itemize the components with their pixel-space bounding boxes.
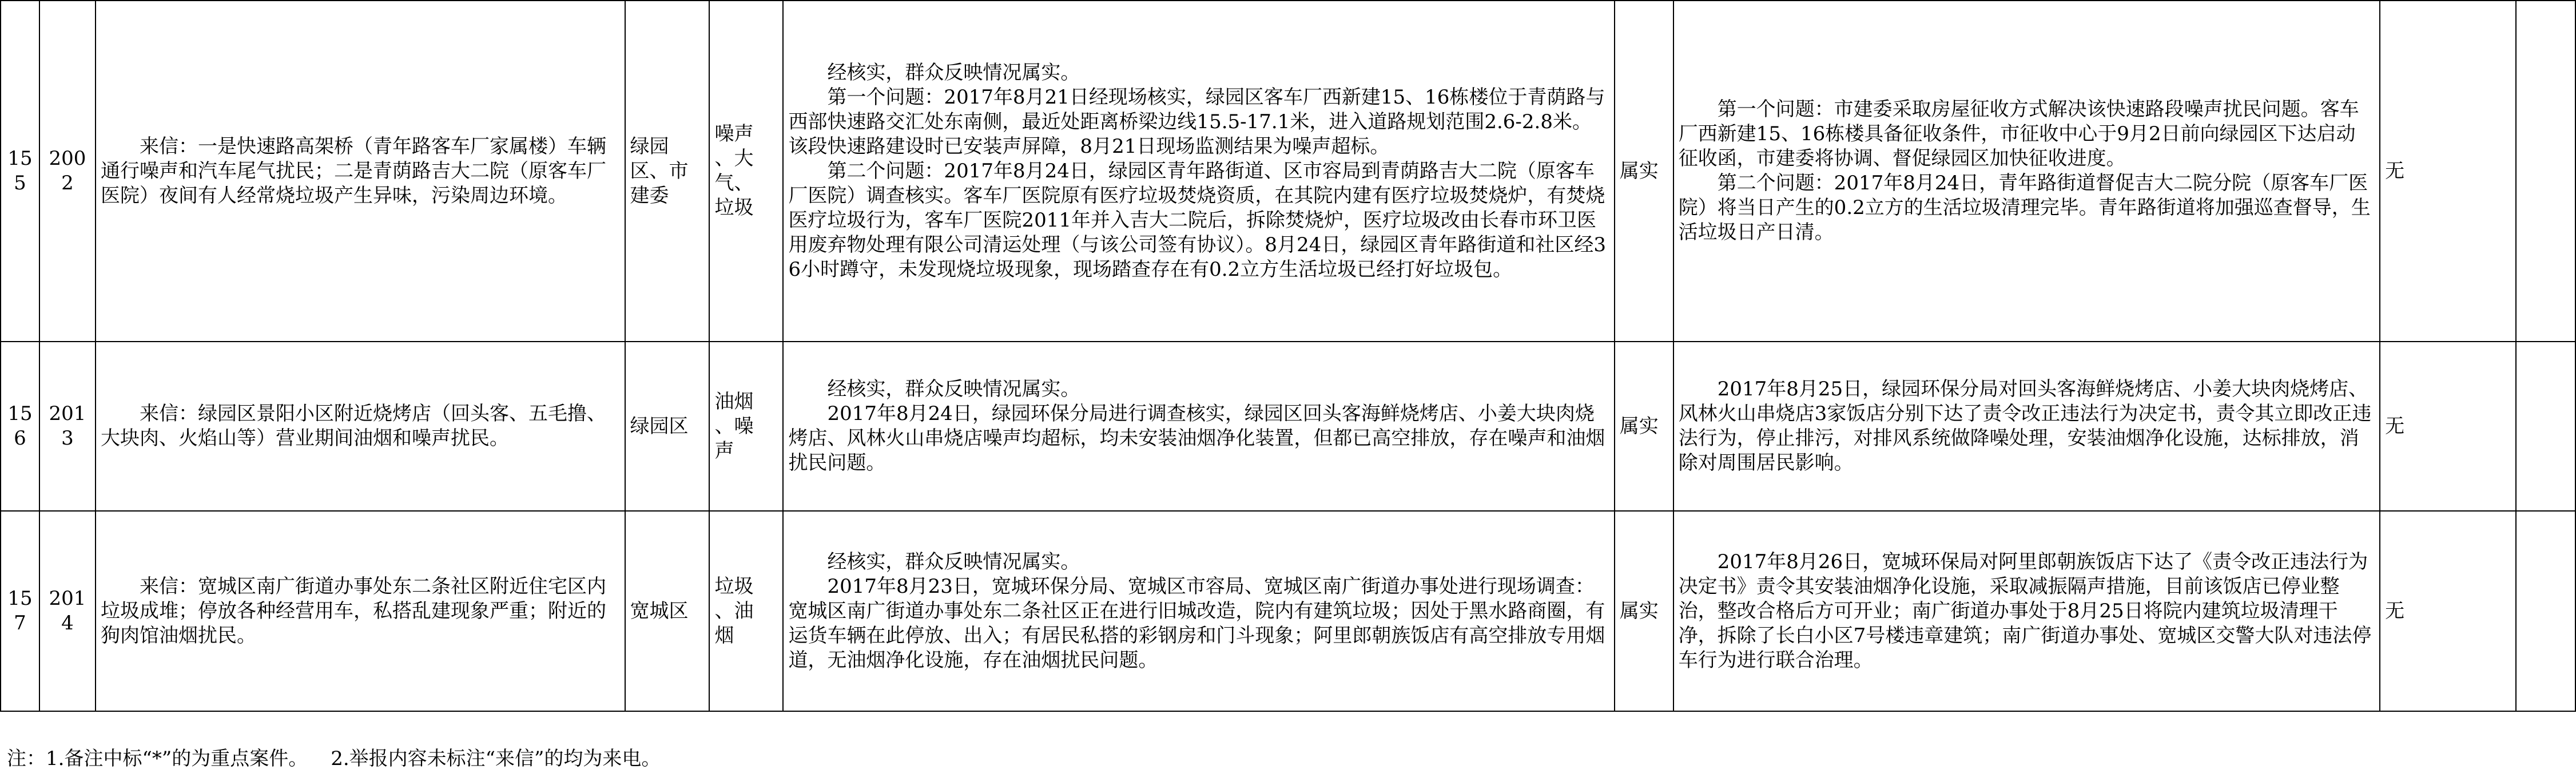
remarks: 无 <box>2380 342 2516 511</box>
handling-details <box>1673 511 2380 711</box>
responsible-area: 绿园区、市建委 <box>625 1 710 342</box>
complaint-content <box>96 1 625 342</box>
extra-cell <box>2516 511 2575 711</box>
table-row <box>1 511 2575 711</box>
table-body <box>1 1 2575 711</box>
pollution-type-line: 、大 <box>714 147 754 170</box>
table-row <box>1 1 2575 342</box>
complaint-content <box>96 342 625 511</box>
complaint-content-paragraph: 来信：宽城区南广街道办事处东二条社区附近住宅区内垃圾成堆；停放各种经营用车，私搭乱建现象严重；附近的狗肉馆油烟扰民。 <box>100 574 606 647</box>
pollution-type <box>709 511 783 711</box>
verification-details-paragraph: 2017年8月24日，绿园环保分局进行调查核实，绿园区回头客海鲜烧烤店、小姜大块肉烧烤店、风林火山串烧店噪声均超标，均未安装油烟净化装置，但都已高空排放，存在噪声和油烟扰民问题。 <box>788 402 1605 474</box>
extra-cell <box>2516 1 2575 342</box>
verification-result: 属实 <box>1615 342 1673 511</box>
pollution-type-line: 声 <box>714 439 734 462</box>
complaint-content-paragraph: 来信：绿园区景阳小区附近烧烤店（回头客、五毛撸、大块肉、火焰山等）营业期间油烟和噪声扰民。 <box>100 402 606 450</box>
footnote-part2: 2.举报内容未标注“来信”的均为来电。 <box>331 747 661 770</box>
handling-details <box>1673 1 2380 342</box>
pollution-type-line: 油烟 <box>714 390 754 413</box>
remarks: 无 <box>2380 1 2516 342</box>
pollution-type-line: 垃圾 <box>714 196 754 219</box>
case-code: 2002 <box>39 1 96 342</box>
verification-result: 属实 <box>1615 1 1673 342</box>
pollution-type <box>709 1 783 342</box>
case-code: 2013 <box>39 342 96 511</box>
complaint-content <box>96 511 625 711</box>
verification-details-paragraph: 经核实，群众反映情况属实。 <box>827 378 1080 401</box>
handling-details-paragraph: 2017年8月25日，绿园环保分局对回头客海鲜烧烤店、小姜大块肉烧烤店、风林火山串烧店3家饭店分别下达了责令改正违法行为决定书，责令其立即改正违法行为，停止排污，对排风系统做降噪处理，安装油烟净化设施，达标排放，消除对周围居民影响。 <box>1678 378 2372 474</box>
pollution-type <box>709 342 783 511</box>
table-row <box>1 342 2575 511</box>
pollution-type-line: 烟 <box>714 624 734 647</box>
complaint-content-paragraph: 来信：一是快速路高架桥（青年路客车厂家属楼）车辆通行噪声和汽车尾气扰民；二是青荫路吉大二院（原客车厂医院）夜间有人经常烧垃圾产生异味，污染周边环境。 <box>100 134 606 207</box>
verification-details <box>783 511 1614 711</box>
verification-details-paragraph: 2017年8月23日，宽城环保分局、宽城区市容局、宽城区南广街道办事处进行现场调查：宽城区南广街道办事处东二条社区正在进行旧城改造，院内有建筑垃圾；因处于黑水路商圈，有运货车辆在此停放、出入；有居民私搭的彩钢房和门斗现象；阿里郎朝族饭店有高空排放专用烟道，无油烟净化设施，存在油烟扰民问题。 <box>788 574 1605 672</box>
footnote-part1: 注：1.备注中标“*”的为重点案件。 <box>7 747 308 770</box>
footnote <box>7 746 661 771</box>
pollution-type-line: 、噪 <box>714 414 754 438</box>
verification-details-paragraph: 经核实，群众反映情况属实。 <box>827 550 1080 573</box>
pollution-type-line: 噪声 <box>714 122 754 145</box>
row-number: 156 <box>1 342 39 511</box>
verification-details-paragraph: 第二个问题：2017年8月24日，绿园区青年路街道、区市容局到青荫路吉大二院（原客车厂医院）调查核实。客车厂医院原有医疗垃圾焚烧资质，在其院内建有医疗垃圾焚烧炉，有焚烧医疗垃圾行为，客车厂医院2011年并入吉大二院后，拆除焚烧炉，医疗垃圾改由长春市环卫医用废弃物处理有限公司清运处理（与该公司签有协议）。8月24日，绿园区青年路街道和社区经36小时蹲守，未发现烧垃圾现象，现场踏查存在有0.2立方生活垃圾已经打好垃圾包。 <box>788 159 1606 281</box>
pollution-type-line: 、油 <box>714 599 754 623</box>
handling-details-paragraph: 第一个问题：市建委采取房屋征收方式解决该快速路段噪声扰民问题。客车厂西新建15、16栋楼具备征收条件，市征收中心于9月2日前向绿园区下达启动征收函，市建委将协调、督促绿园区加快征收进度。 <box>1678 98 2359 170</box>
responsible-area: 宽城区 <box>625 511 710 711</box>
pollution-type-line: 气、 <box>714 172 754 195</box>
responsible-area: 绿园区 <box>625 342 710 511</box>
handling-details-paragraph: 2017年8月26日，宽城环保局对阿里郎朝族饭店下达了《责令改正违法行为决定书》责令其安装油烟净化设施，采取减振隔声措施，目前该饭店已停业整治，整改合格后方可开业；南广街道办事处于8月25日将院内建筑垃圾清理干净，拆除了长白小区7号楼违章建筑；南广街道办事处、宽城区交警大队对违法停车行为进行联合治理。 <box>1678 550 2372 672</box>
row-number: 155 <box>1 1 39 342</box>
extra-cell <box>2516 342 2575 511</box>
verification-details <box>783 1 1614 342</box>
verification-details-paragraph: 经核实，群众反映情况属实。 <box>827 61 1080 84</box>
remarks: 无 <box>2380 511 2516 711</box>
verification-details <box>783 342 1614 511</box>
row-number: 157 <box>1 511 39 711</box>
verification-details-paragraph: 第一个问题：2017年8月21日经现场核实，绿园区客车厂西新建15、16栋楼位于青荫路与西部快速路交汇处东南侧，最近处距离桥梁边线15.5-17.1米，进入道路规划范围2.6-2.8米。该段快速路建设时已安装声屏障，8月21日现场监测结果为噪声超标。 <box>788 85 1605 158</box>
pollution-type-line: 垃圾 <box>714 574 754 598</box>
handling-details-paragraph: 第二个问题：2017年8月24日，青年路街道督促吉大二院分院（原客车厂医院）将当日产生的0.2立方的生活垃圾清理完毕。青年路街道将加强巡查督导，生活垃圾日产日清。 <box>1678 172 2371 244</box>
case-code: 2014 <box>39 511 96 711</box>
handling-details <box>1673 342 2380 511</box>
verification-result: 属实 <box>1615 511 1673 711</box>
